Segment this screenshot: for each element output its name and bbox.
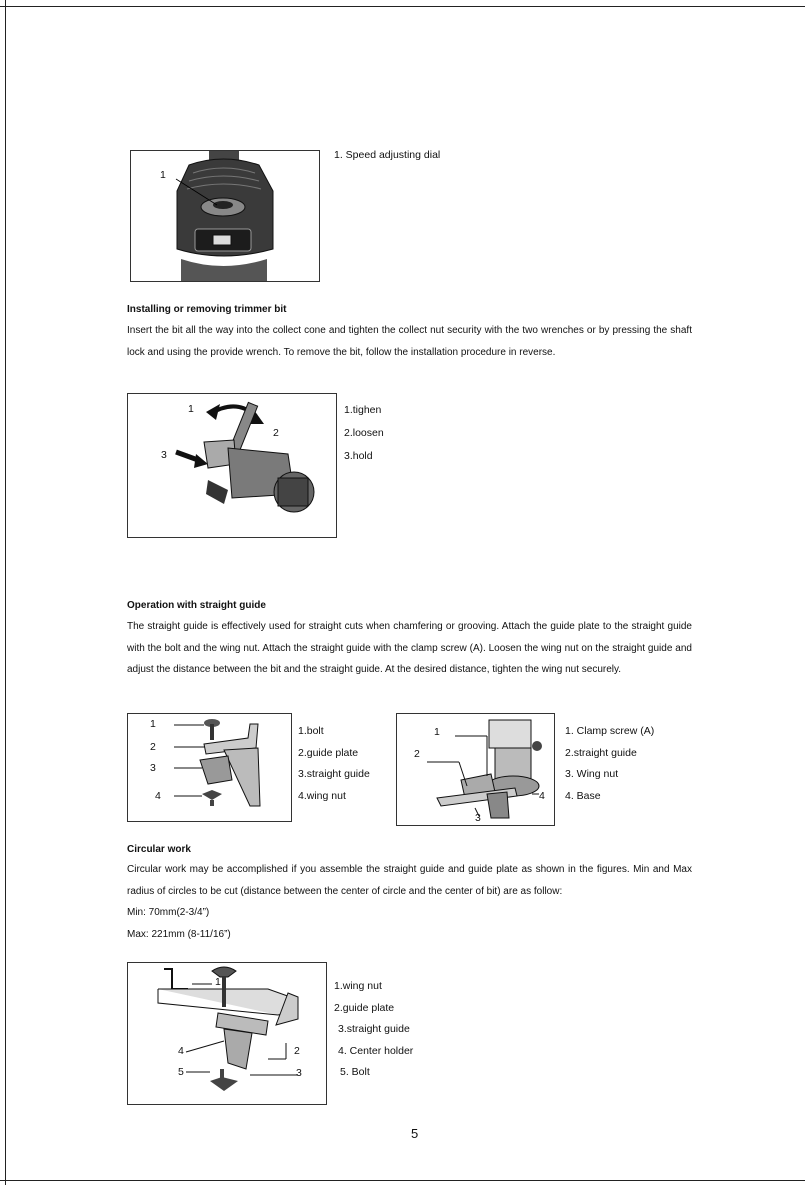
section-heading: Circular work [127, 844, 191, 855]
figure-label: 3.straight guide [338, 1023, 410, 1035]
paragraph-text: The straight guide is effectively used for straight cuts when chamfering or grooving. Attach the guide plate to the straight guide with the bolt and the wing nut. Attach the straight guide with the clamp screw (A). Loosen the wing nut on the straight guide and adjust the distance between the bit and the straight guide. At the desired distance, tighten the wing nut securely. [127, 621, 692, 675]
page-border-top [0, 6, 805, 7]
figure-callout: 3 [161, 449, 167, 461]
wrench-illustration [128, 394, 336, 537]
figure-callout: 4 [539, 790, 545, 802]
figure-callout: 2 [150, 741, 156, 753]
figure-labels [298, 721, 370, 807]
figure-callout: 1 [160, 169, 166, 181]
figure-label: 2.loosen [344, 427, 384, 439]
figure-label: 1.wing nut [334, 980, 382, 992]
max-radius-text: Max: 221mm (8-11/16”) [127, 928, 231, 940]
figure-label: 2.guide plate [298, 746, 359, 759]
section-paragraph [127, 320, 692, 363]
paragraph-text: Insert the bit all the way into the collect cone and tighten the collect nut security with the two wrenches or by pressing the shaft lock and using the provide wrench. To remove the bit, follow the installation procedure in reverse. [127, 325, 692, 358]
figure-callout: 3 [296, 1067, 302, 1079]
figure-label: 5. Bolt [340, 1066, 370, 1078]
figure-label: 1.tighen [344, 404, 382, 416]
figure-circular-work [127, 962, 327, 1105]
figure-label: 3.straight guide [298, 768, 370, 780]
section-paragraph [127, 859, 692, 945]
figure-label: 4. Base [565, 789, 601, 802]
section-heading: Installing or removing trimmer bit [127, 304, 287, 315]
figure-label: 2.guide plate [334, 1001, 395, 1014]
figure-callout: 4 [178, 1045, 184, 1057]
figure-label: 4. Center holder [338, 1044, 414, 1057]
page-border-left [5, 0, 6, 1185]
guide-attached-illustration [397, 714, 554, 825]
figure-callout: 1 [188, 403, 194, 415]
figure-label: 3.hold [344, 450, 373, 462]
figure-label: 1.bolt [298, 725, 324, 737]
figure-guide-attached [396, 713, 555, 826]
figure-labels [334, 976, 413, 1084]
figure-callout: 3 [475, 812, 481, 824]
figure-wrenches [127, 393, 337, 538]
figure-labels [334, 145, 440, 167]
figure-guide-parts [127, 713, 292, 822]
figure-label: 2.straight guide [565, 746, 637, 759]
figure-callout: 1 [150, 718, 156, 730]
figure-label: 4.wing nut [298, 789, 346, 802]
figure-label: 3. Wing nut [565, 768, 619, 780]
paragraph-text: Circular work may be accomplished if you assemble the straight guide and guide plate as shown in the figures. Min and Max radius of circles to be cut (distance between the center of circle and the center of bit) are as follow: [127, 864, 692, 897]
section-heading: Operation with straight guide [127, 600, 266, 611]
figure-callout: 2 [414, 748, 420, 760]
figure-callout: 1 [434, 726, 440, 738]
figure-callout: 2 [273, 427, 279, 439]
figure-speed-dial [130, 150, 320, 282]
section-paragraph [127, 616, 692, 681]
figure-label: 1. Speed adjusting dial [334, 149, 441, 161]
circular-work-illustration [128, 963, 326, 1104]
figure-label: 1. Clamp screw (A) [565, 725, 655, 737]
figure-callout: 1 [215, 976, 221, 988]
page-number: 5 [411, 1126, 419, 1141]
page-border-bottom [0, 1180, 805, 1181]
figure-labels [565, 721, 654, 807]
min-radius-text: Min: 70mm(2-3/4”) [127, 907, 210, 918]
figure-callout: 2 [294, 1045, 300, 1057]
figure-callout: 4 [155, 790, 161, 802]
figure-callout: 3 [150, 762, 156, 774]
figure-callout: 5 [178, 1066, 184, 1078]
figure-labels [344, 399, 384, 468]
